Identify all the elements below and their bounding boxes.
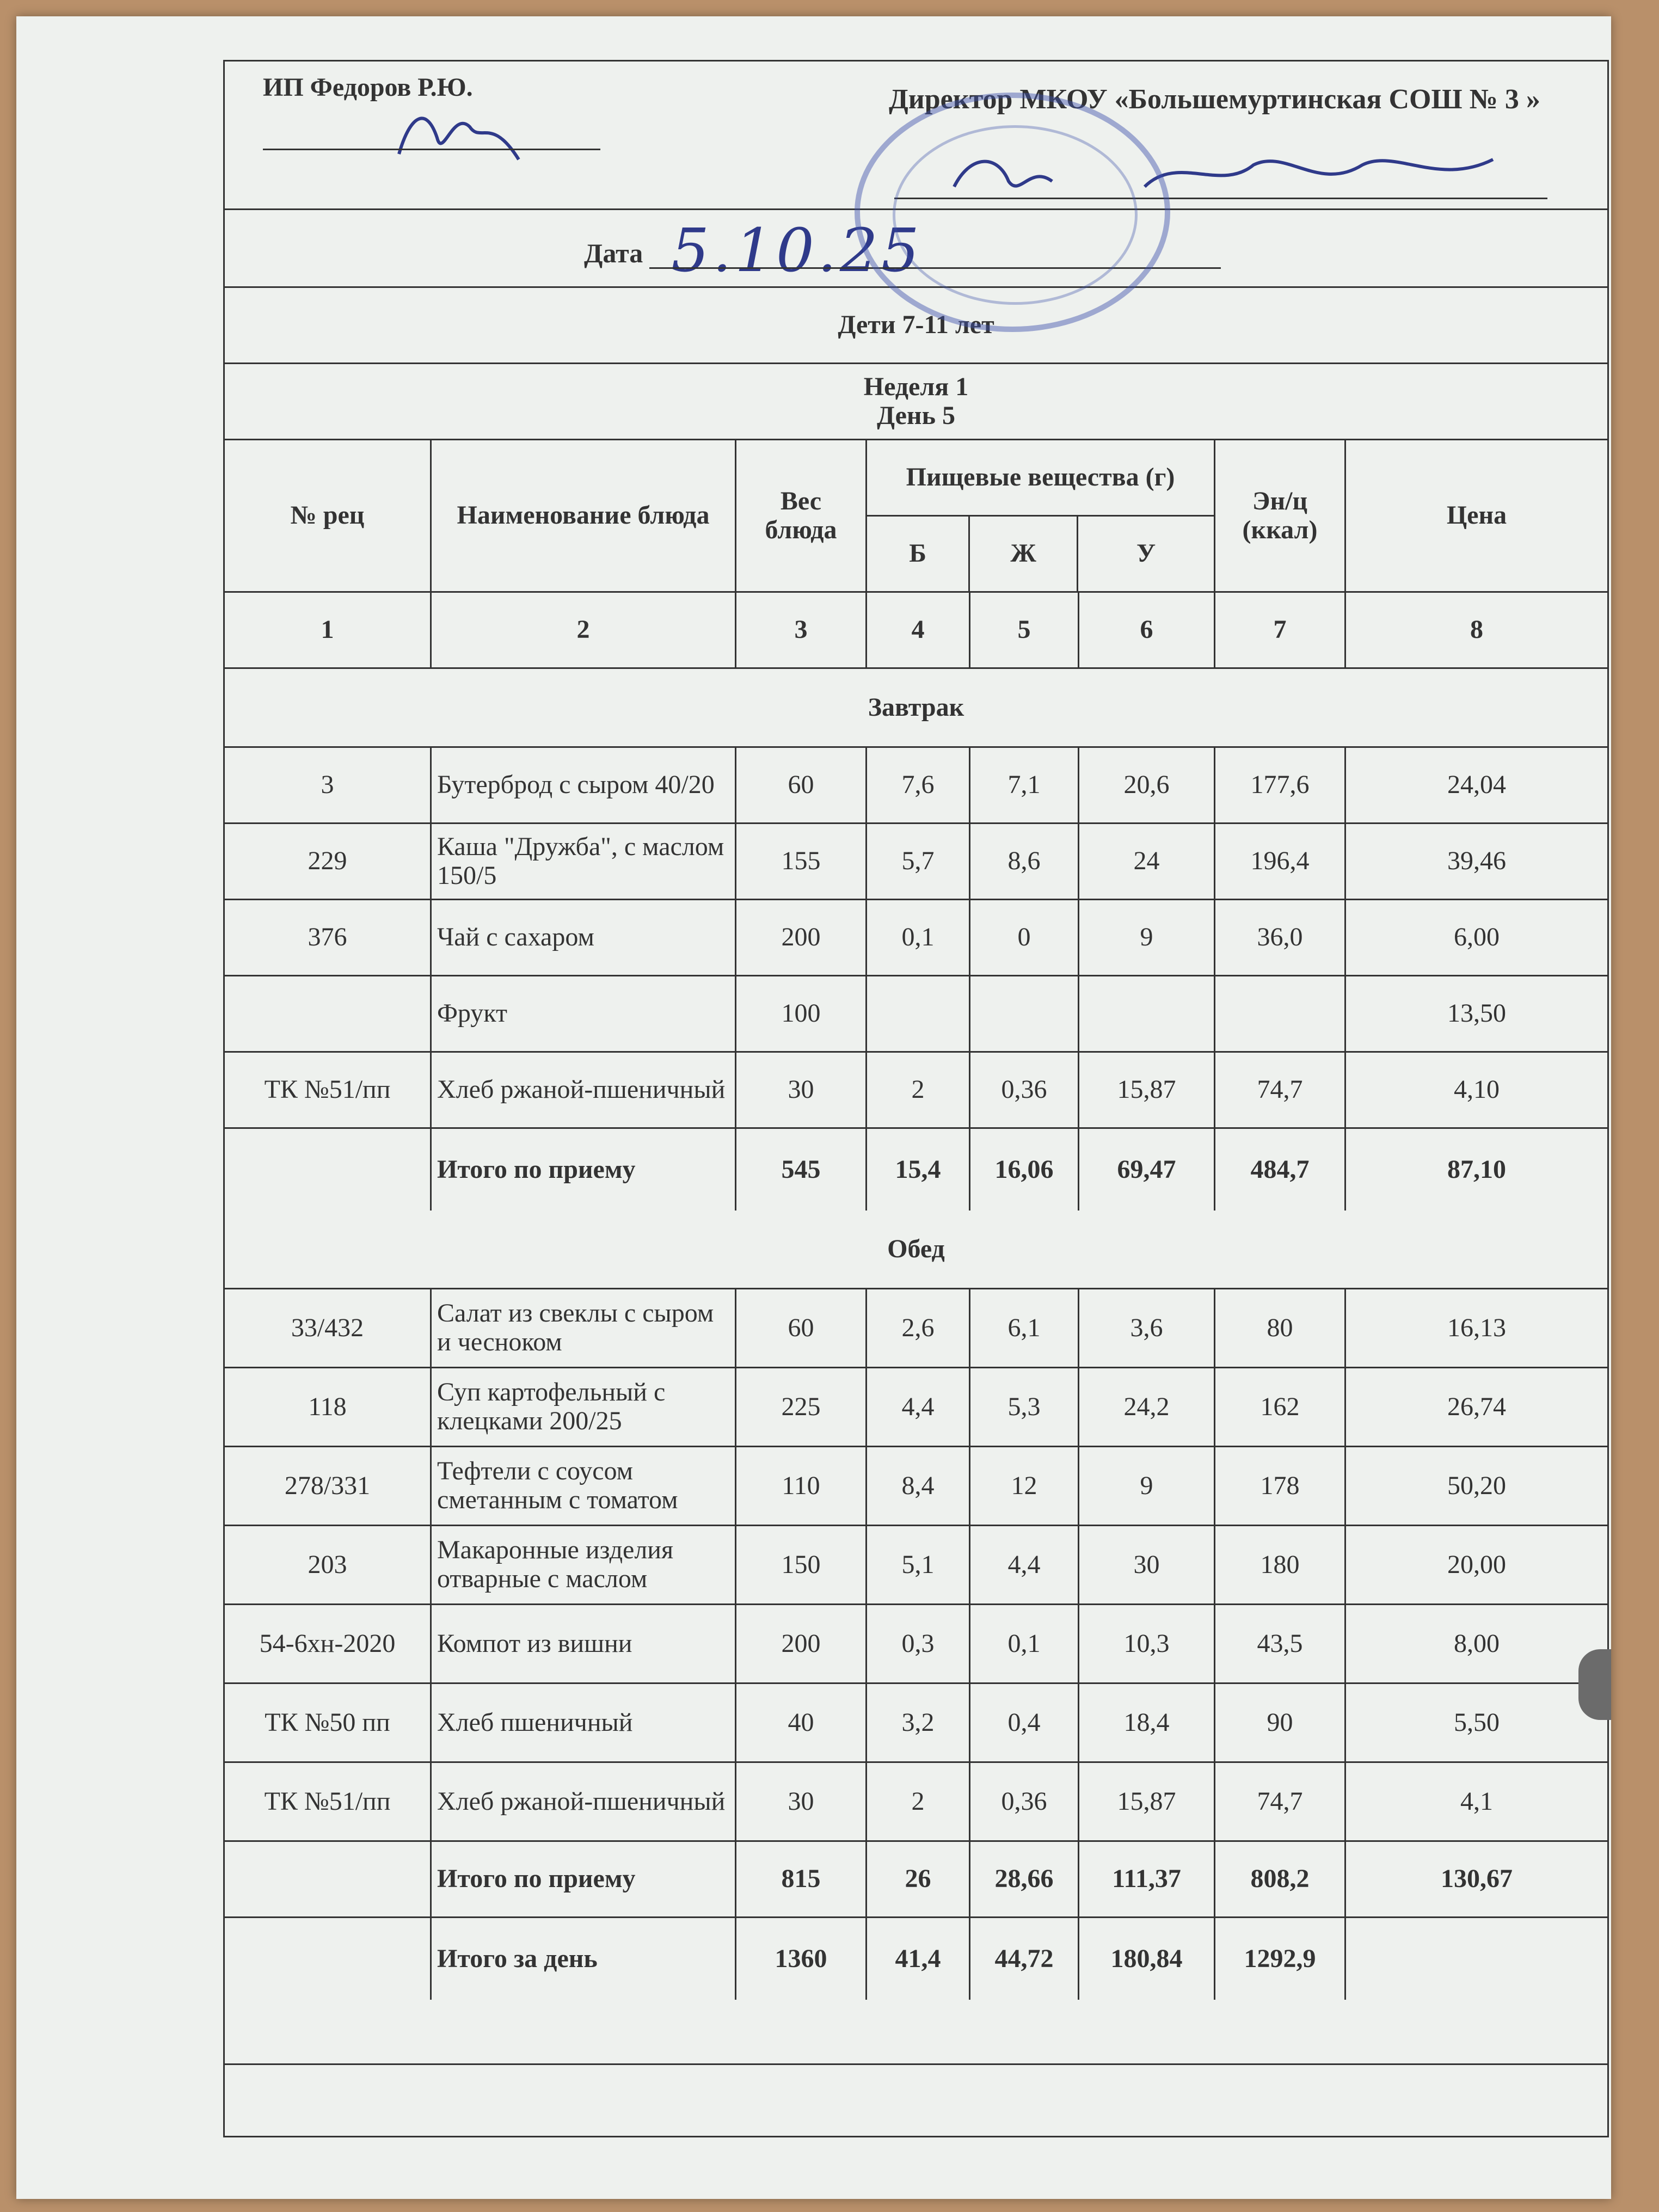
table-row-cell: 5,7 xyxy=(867,824,970,899)
col-rec: № рец xyxy=(225,440,432,591)
table-row xyxy=(225,1368,1607,1447)
table-row-cell: 43,5 xyxy=(1215,1605,1346,1682)
total-row xyxy=(225,1129,1607,1211)
table-row-cell: 7,1 xyxy=(970,748,1079,822)
col-nutrients: Пищевые вещества (г) xyxy=(867,440,1214,517)
col-num-5: 5 xyxy=(970,593,1079,667)
table-row-cell: 13,50 xyxy=(1447,999,1506,1028)
table-row-cell: 3,6 xyxy=(1079,1289,1215,1367)
section-breakfast: Завтрак xyxy=(868,692,964,722)
table-row-cell: 9 xyxy=(1079,900,1215,975)
table-row-cell: 16,13 xyxy=(1447,1313,1506,1342)
table-row-cell xyxy=(970,976,1079,1051)
table-row-cell: 30 xyxy=(1079,1526,1215,1603)
table-row xyxy=(225,1289,1607,1368)
table-row-cell: 40 xyxy=(736,1684,867,1761)
table-row-cell: 36,0 xyxy=(1215,900,1346,975)
day-total-row-cell: 44,72 xyxy=(970,1918,1079,2000)
table-row-cell: 2 xyxy=(867,1053,970,1127)
total-row-cell: 15,4 xyxy=(867,1129,970,1211)
total-row-cell: 484,7 xyxy=(1215,1129,1346,1211)
total-row-cell: 69,47 xyxy=(1079,1129,1215,1211)
table-row-cell xyxy=(225,976,432,1051)
date-label: Дата xyxy=(584,238,643,268)
table-row-cell: 15,87 xyxy=(1079,1763,1215,1840)
table-row-cell: 20,00 xyxy=(1447,1550,1506,1579)
table-row-cell: 5,3 xyxy=(970,1368,1079,1446)
day-total-row-cell: 41,4 xyxy=(867,1918,970,2000)
table-row xyxy=(225,748,1607,824)
col-num-4: 4 xyxy=(867,593,970,667)
table-row-cell: 74,7 xyxy=(1215,1763,1346,1840)
table-row xyxy=(225,1053,1607,1129)
table-row-cell: 50,20 xyxy=(1447,1471,1506,1500)
col-b: Б xyxy=(867,517,970,591)
day-total-row xyxy=(225,1918,1607,2000)
section-lunch: Обед xyxy=(887,1234,945,1263)
week-label: Неделя 1 xyxy=(863,372,969,401)
day-total-row-cell xyxy=(1346,1918,1607,2000)
table-row-cell: 33/432 xyxy=(225,1289,432,1367)
day-total-row-cell: 1360 xyxy=(736,1918,867,2000)
table-row-cell: 177,6 xyxy=(1215,748,1346,822)
table-row xyxy=(225,1763,1607,1842)
table-row-cell: 24,2 xyxy=(1079,1368,1215,1446)
table-row-cell: 2 xyxy=(867,1763,970,1840)
table-row xyxy=(225,1447,1607,1526)
supplier-name: ИП Федоров Р.Ю. xyxy=(263,73,473,102)
age-group: Дети 7-11 лет xyxy=(838,310,994,340)
table-row-cell: 2,6 xyxy=(867,1289,970,1367)
table-row-cell: Суп картофельный с клецками 200/25 xyxy=(432,1368,736,1446)
table-row-cell xyxy=(867,976,970,1051)
column-number-row xyxy=(225,593,1607,669)
table-row-cell: 5,50 xyxy=(1454,1707,1500,1737)
supplier-signature xyxy=(388,94,530,170)
table-row-cell: 60 xyxy=(736,748,867,822)
table-row-cell: 6,1 xyxy=(970,1289,1079,1367)
table-row-cell: 196,4 xyxy=(1215,824,1346,899)
table-row-cell: 0,4 xyxy=(970,1684,1079,1761)
total-row-cell: 815 xyxy=(736,1842,867,1916)
table-row-cell: Хлеб пшеничный xyxy=(432,1684,736,1761)
total-row-cell: 111,37 xyxy=(1079,1842,1215,1916)
nutrients-group xyxy=(867,440,1215,591)
table-row-cell: 60 xyxy=(736,1289,867,1367)
table-row-cell: 229 xyxy=(225,824,432,899)
table-row xyxy=(225,1526,1607,1605)
table-row-cell: 8,00 xyxy=(1454,1629,1500,1658)
total-row-cell xyxy=(225,1842,432,1916)
table-row-cell: 9 xyxy=(1079,1447,1215,1525)
total-row-cell: 130,67 xyxy=(1441,1864,1513,1894)
table-row-cell: 7,6 xyxy=(867,748,970,822)
total-row-cell: 545 xyxy=(736,1129,867,1211)
paper-sheet xyxy=(16,16,1611,2199)
col-energy: Эн/ц (ккал) xyxy=(1215,440,1346,591)
table-row-cell: 8,6 xyxy=(970,824,1079,899)
table-row-cell: 0,36 xyxy=(970,1763,1079,1840)
menu-document xyxy=(223,60,1609,2137)
col-weight: Вес блюда xyxy=(736,440,867,591)
empty-row xyxy=(225,2000,1607,2065)
col-num-8: 8 xyxy=(1470,615,1483,644)
col-num-1: 1 xyxy=(225,593,432,667)
table-row-cell: 178 xyxy=(1215,1447,1346,1525)
total-row-cell: 808,2 xyxy=(1215,1842,1346,1916)
table-row-cell: 100 xyxy=(736,976,867,1051)
school-stamp xyxy=(855,93,1170,332)
table-row-cell: 200 xyxy=(736,900,867,975)
director-title: Директор МКОУ «Большемуртинская СОШ № 3 » xyxy=(889,84,1540,115)
table-row-cell: 4,10 xyxy=(1454,1075,1500,1104)
table-row-cell xyxy=(1079,976,1215,1051)
table-row-cell: 80 xyxy=(1215,1289,1346,1367)
table-row-cell: 24 xyxy=(1079,824,1215,899)
day-total-row-cell: 180,84 xyxy=(1079,1918,1215,2000)
total-row-cell: Итого по приему xyxy=(432,1842,736,1916)
table-row-cell: 0 xyxy=(970,900,1079,975)
table-row-cell: 0,3 xyxy=(867,1605,970,1682)
day-total-row-cell: 1292,9 xyxy=(1215,1918,1346,2000)
col-price: Цена xyxy=(1446,501,1507,530)
table-row-cell: 110 xyxy=(736,1447,867,1525)
total-row-cell: 26 xyxy=(867,1842,970,1916)
table-row-cell: 30 xyxy=(736,1053,867,1127)
table-row-cell: 90 xyxy=(1215,1684,1346,1761)
table-row-cell: 12 xyxy=(970,1447,1079,1525)
table-row-cell: ТК №50 пп xyxy=(225,1684,432,1761)
total-row-cell: 16,06 xyxy=(970,1129,1079,1211)
table-row xyxy=(225,1684,1607,1763)
table-row-cell: 278/331 xyxy=(225,1447,432,1525)
table-row-cell: 155 xyxy=(736,824,867,899)
table-row-cell: 376 xyxy=(225,900,432,975)
col-num-6: 6 xyxy=(1079,593,1215,667)
table-row-cell: 24,04 xyxy=(1447,770,1506,800)
table-row-cell: Чай с сахаром xyxy=(432,900,736,975)
supplier-signature-line xyxy=(263,149,600,150)
total-row-cell: 28,66 xyxy=(970,1842,1079,1916)
total-row-cell: 87,10 xyxy=(1447,1154,1506,1184)
table-row-cell: 3 xyxy=(225,748,432,822)
table-row-cell: 4,4 xyxy=(970,1526,1079,1603)
table-row-cell: Хлеб ржаной-пшеничный xyxy=(432,1763,736,1840)
total-row-cell: Итого по приему xyxy=(432,1129,736,1211)
col-num-7: 7 xyxy=(1215,593,1346,667)
table-row-cell: 162 xyxy=(1215,1368,1346,1446)
table-row-cell: Каша "Дружба", с маслом 150/5 xyxy=(432,824,736,899)
table-row-cell: 203 xyxy=(225,1526,432,1603)
col-num-2: 2 xyxy=(432,593,736,667)
table-row-cell: 4,4 xyxy=(867,1368,970,1446)
table-row-cell: ТК №51/пп xyxy=(225,1053,432,1127)
table-row-cell: 6,00 xyxy=(1454,923,1500,952)
col-name: Наименование блюда xyxy=(432,440,736,591)
table-row-cell: 26,74 xyxy=(1447,1392,1506,1421)
column-header-row xyxy=(225,440,1607,593)
week-day xyxy=(225,364,1607,439)
table-row xyxy=(225,976,1607,1053)
day-label: День 5 xyxy=(877,401,955,430)
table-row-cell: Салат из свеклы с сыром и чесноком xyxy=(432,1289,736,1367)
table-row-cell: 10,3 xyxy=(1079,1605,1215,1682)
table-row-cell: 30 xyxy=(736,1763,867,1840)
table-row-cell: 20,6 xyxy=(1079,748,1215,822)
date-value: 5.10.25 xyxy=(671,216,923,285)
table-row-cell: 0,1 xyxy=(867,900,970,975)
table-row-cell: 5,1 xyxy=(867,1526,970,1603)
table-row-cell: 0,36 xyxy=(970,1053,1079,1127)
table-row-cell: 54-6хн-2020 xyxy=(225,1605,432,1682)
table-row-cell xyxy=(1215,976,1346,1051)
table-row xyxy=(225,824,1607,900)
table-row xyxy=(225,1605,1607,1684)
table-row-cell: Хлеб ржаной-пшеничный xyxy=(432,1053,736,1127)
table-row-cell: 200 xyxy=(736,1605,867,1682)
table-row-cell: Компот из вишни xyxy=(432,1605,736,1682)
table-row-cell: 39,46 xyxy=(1447,846,1506,876)
table-row-cell: Фрукт xyxy=(432,976,736,1051)
col-zh: Ж xyxy=(970,517,1078,591)
table-row-cell: 3,2 xyxy=(867,1684,970,1761)
table-row xyxy=(225,900,1607,976)
table-row-cell: 118 xyxy=(225,1368,432,1446)
table-row-cell: 225 xyxy=(736,1368,867,1446)
table-row-cell: Бутерброд с сыром 40/20 xyxy=(432,748,736,822)
binder-clip xyxy=(1578,1649,1611,1720)
table-row-cell: 0,1 xyxy=(970,1605,1079,1682)
table-row-cell: 180 xyxy=(1215,1526,1346,1603)
day-total-row-cell xyxy=(225,1918,432,2000)
table-row-cell: Макаронные изделия отварные с маслом xyxy=(432,1526,736,1603)
day-total-row-cell: Итого за день xyxy=(432,1918,736,2000)
total-row xyxy=(225,1842,1607,1918)
table-row-cell: ТК №51/пп xyxy=(225,1763,432,1840)
table-row-cell: 8,4 xyxy=(867,1447,970,1525)
empty-row xyxy=(225,2065,1607,2136)
table-row-cell: 15,87 xyxy=(1079,1053,1215,1127)
col-u: У xyxy=(1136,539,1156,568)
table-row-cell: Тефтели с соусом сметанным с томатом xyxy=(432,1447,736,1525)
total-row-cell xyxy=(225,1129,432,1211)
col-num-3: 3 xyxy=(736,593,867,667)
table-row-cell: 4,1 xyxy=(1460,1786,1493,1816)
table-row-cell: 18,4 xyxy=(1079,1684,1215,1761)
table-row-cell: 74,7 xyxy=(1215,1053,1346,1127)
table-row-cell: 150 xyxy=(736,1526,867,1603)
